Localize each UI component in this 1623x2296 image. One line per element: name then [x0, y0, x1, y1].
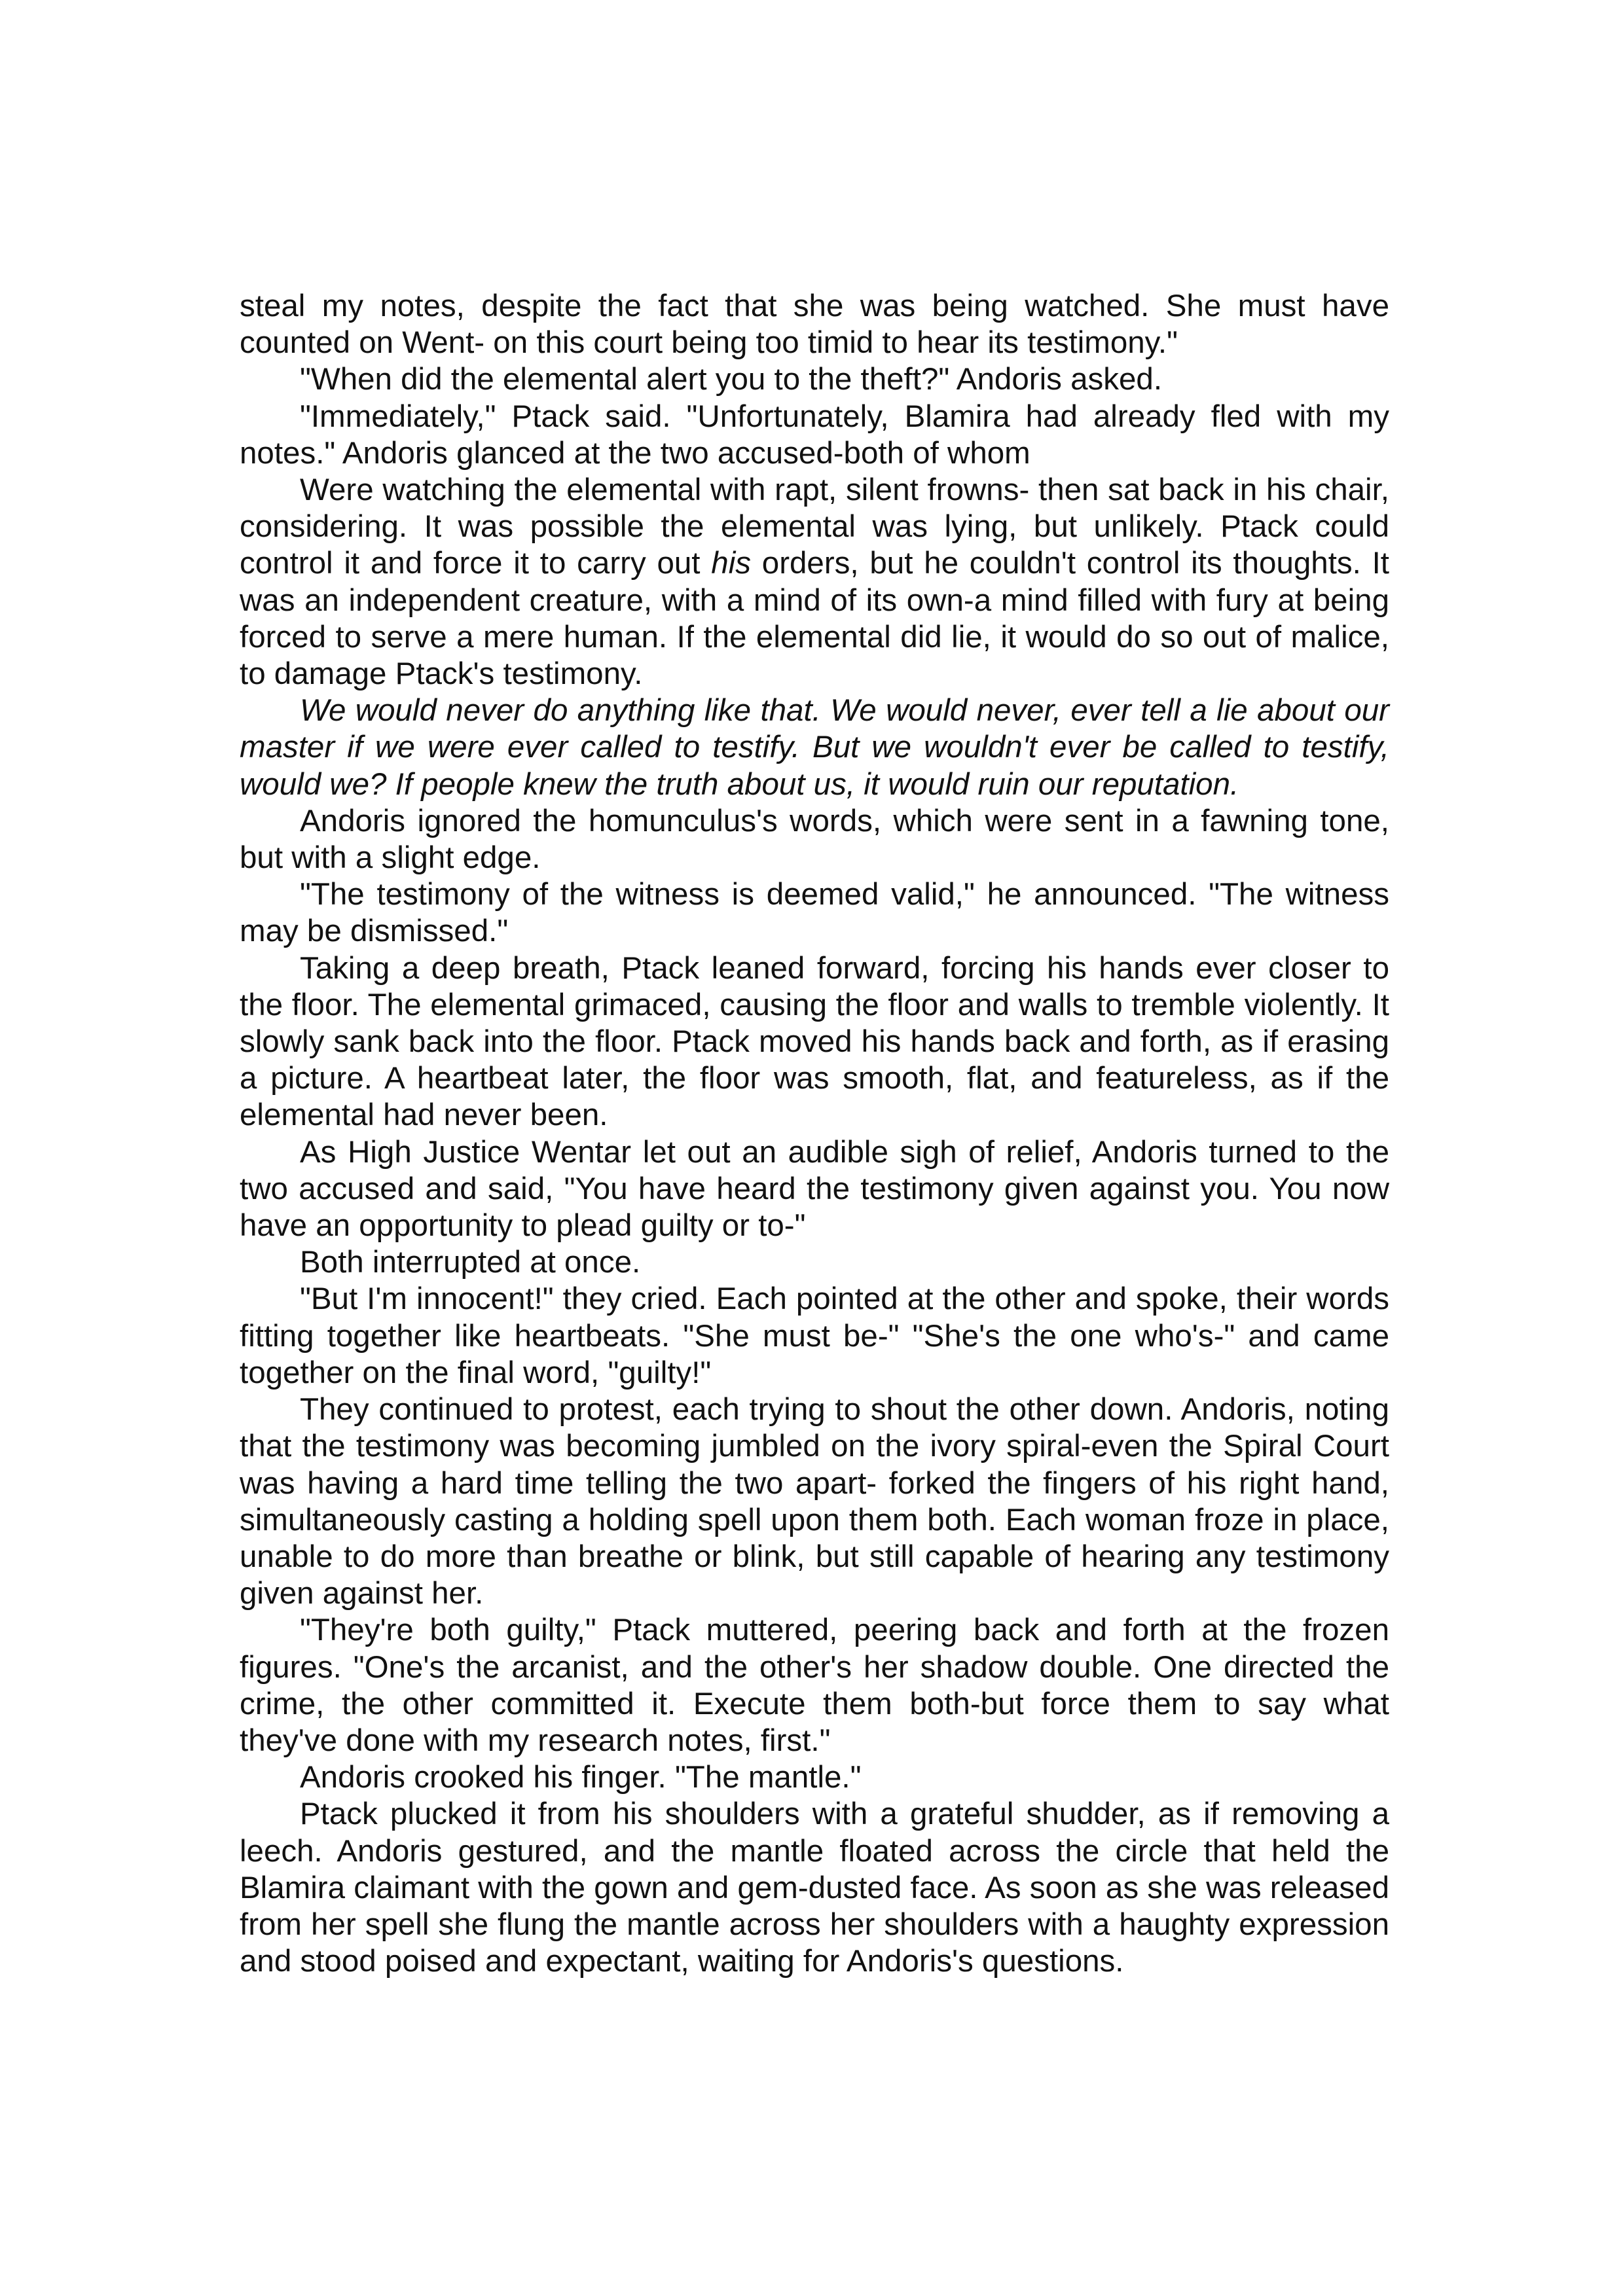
telepathic-message-paragraph: We would never do anything like that. We would never, ever tell a lie about our master if we were ever called to testify. But we wouldn't ever be called to testify, would we? If people knew the truth about us, it would ruin our reputation. [240, 693, 1389, 802]
paragraph: "Immediately," Ptack said. "Unfortunately, Blamira had already fled with my notes." Andoris glanced at the two accused-both of whom [240, 399, 1389, 471]
paragraph: "But I'm innocent!" they cried. Each pointed at the other and spoke, their words fitting together like heartbeats. "She must be-" "She's the one who's-" and came together on the final word, "guilty!" [240, 1282, 1389, 1390]
paragraph: "When did the elemental alert you to the theft?" Andoris asked. [300, 362, 1163, 397]
paragraph-text: orders, but he couldn't control its thoughts. It was an independent creature, with a mind of its own-a mind filled with fury at being forced to serve a mere human. If the elemental did lie, it would do so out of malice, to damage Ptack's testimony. [240, 546, 1389, 692]
emphasis-text: his [711, 546, 752, 581]
paragraph: "The testimony of the witness is deemed valid," he announced. "The witness may be dismissed." [240, 877, 1389, 949]
page-body [240, 288, 1389, 1980]
paragraph: steal my notes, despite the fact that she was being watched. She must have counted on Went- on this court being too timid to hear its testimony." [240, 289, 1389, 361]
paragraph [240, 472, 1389, 692]
paragraph: Both interrupted at once. [300, 1245, 641, 1280]
paragraph: As High Justice Wentar let out an audible sigh of relief, Andoris turned to the two accused and said, "You have heard the testimony given against you. You now have an opportunity to plead guilty or to-" [240, 1134, 1389, 1244]
paragraph: They continued to protest, each trying to shout the other down. Andoris, noting that the testimony was becoming jumbled on the ivory spiral-even the Spiral Court was having a hard time telling the two apart- forked the fingers of his right hand, simultaneously casting a holding spell upon them both. Each woman froze in place, unable to do more than breathe or blink, but still capable of hearing any testimony given against her. [240, 1392, 1389, 1611]
paragraph: "They're both guilty," Ptack muttered, peering back and forth at the frozen figures. "One's the arcanist, and the other's her shadow double. One directed the crime, the other committed it. Execute them both-but force them to say what they've done with my research notes, first." [240, 1613, 1389, 1758]
paragraph: Andoris ignored the homunculus's words, which were sent in a fawning tone, but with a slight edge. [240, 803, 1389, 876]
paragraph-text: Were watching the elemental with rapt, silent frowns- then sat back in his chair, considering. It was possible the elemental was lying, but unlikely. Ptack could control it and force it to carry out [240, 473, 1389, 581]
paragraph: Andoris crooked his finger. "The mantle." [300, 1760, 862, 1795]
paragraph: Taking a deep breath, Ptack leaned forward, forcing his hands ever closer to the floor. The elemental grimaced, causing the floor and walls to tremble violently. It slowly sank back into the floor. Ptack moved his hands back and forth, as if erasing a picture. A heartbeat later, the floor was smooth, flat, and featureless, as if the elemental had never been. [240, 950, 1389, 1133]
paragraph: Ptack plucked it from his shoulders with a grateful shudder, as if removing a leech. Andoris gestured, and the mantle floated across the circle that held the Blamira claimant with the gown and gem-dusted face. As soon as she was released from her spell she flung the mantle across her shoulders with a haughty expression and stood poised and expectant, waiting for Andoris's questions. [240, 1797, 1389, 1979]
